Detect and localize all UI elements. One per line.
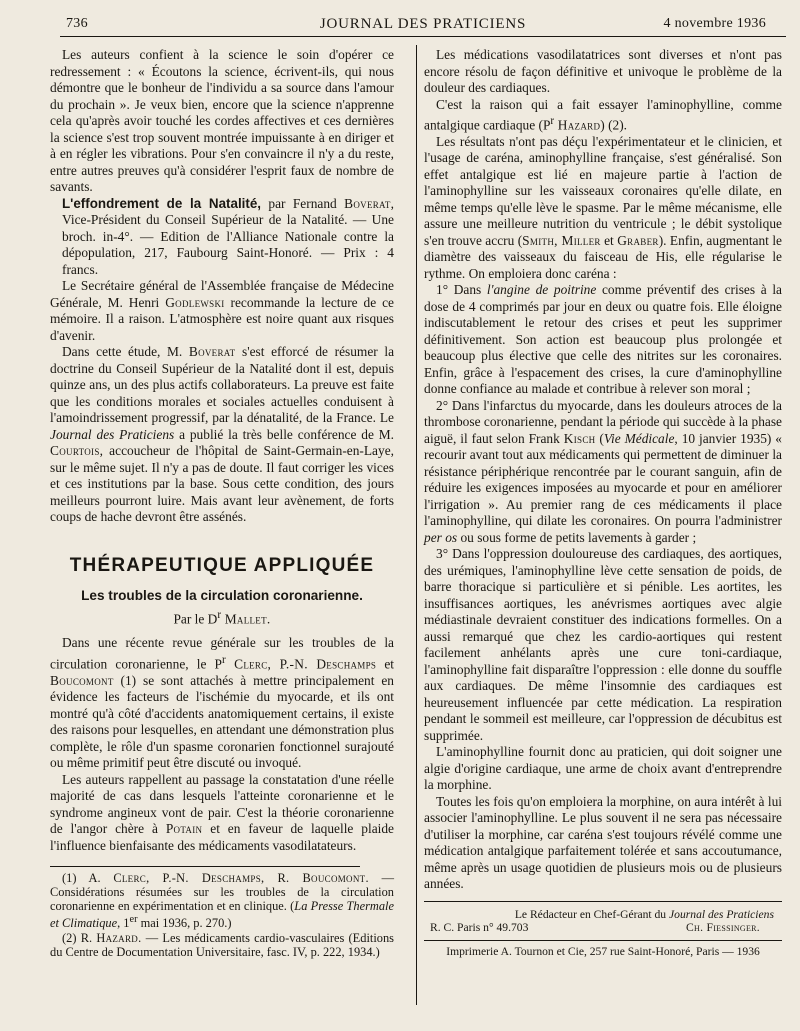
footnote-2: (2) R. Hazard. — Les médicaments cardio-vasculaires (Editions du Centre de Documentation Universitaire, fasc. IV, p. 222, 1934.) — [50, 930, 394, 959]
running-head — [60, 14, 786, 36]
book-title: L'effondrement de la Natalité, — [62, 195, 262, 211]
journal-title: JOURNAL DES PRATICIENS — [319, 16, 527, 32]
author-name: Boverat — [344, 195, 391, 211]
paragraph: C'est la raison qui a fait essayer l'aminophylline, comme antalgique cardiaque ($P^r$ Hazard) (2). — [424, 96, 782, 133]
imprint-rule — [424, 940, 782, 941]
footnote-rule — [50, 866, 360, 867]
paragraph: Dans une récente revue générale sur les troubles de la circulation coronarienne, le $P^r$ Clerc, P.-N. Deschamps et Boucomont (1) se sont attachés à mettre principalement en évidence les facteurs de l'ischémie du myocarde, et ils ont montré qu'à côté d'accidents anatomiquement certains, il existe des raisons pour lesquelles, en attendant une démonstration plus complète, le rôle d'un spasme coronarien fonctionnel surajouté ou même primitif peut être discuté ou invoqué. — [50, 635, 394, 771]
paragraph: Le Secrétaire général de l'Assemblée française de Médecine Générale, M. Henri Godlewski recommande la lecture de ce mémoire. Il a raison. L'atmosphère est noire quant aux risques d'avenir. — [50, 278, 394, 343]
paragraph: Les auteurs confient à la science le soin d'opérer ce redressement : « Écoutons la science, écrivent-ils, qui nous démontre que le bonheur de l'individu a sa source dans l'amour du prochain ». Je veux bien, encore que la science n'apprenne cela qu'après avoir touché les cordes affectives et ces dernières la science s'est trop souvent montrée impuissante à en diriger et à en régler les vibrations. Pour s'en convaincre il n'y a du reste, entre autres preuves qu'à considérer l'esprit faux de nombre de savants. — [50, 47, 394, 194]
right-column — [424, 47, 782, 958]
paragraph: Les auteurs rappellent au passage la constatation d'une réelle majorité de cas dans lesquels l'atteinte coronarienne et le syndrome angineux vont de pair. C'est la théorie coronarienne de l'angor chère à Potain et en faveur de laquelle plaide l'influence bienfaisante des médicaments vasodilatateurs. — [50, 771, 394, 853]
printer-line: Imprimerie A. Tournon et Cie, 257 rue Saint-Honoré, Paris — 1936 — [446, 944, 760, 958]
column-divider — [416, 45, 417, 1005]
page-number: 736 — [66, 16, 88, 31]
left-column — [50, 47, 394, 959]
imprint — [424, 901, 782, 958]
header-rule — [60, 36, 786, 37]
paragraph: Les résultats n'ont pas déçu l'expérimentateur et le clinicien, et l'usage de caréna, aminophylline française, s'est généralisé. Son effet antalgique est lié en majeure partie à l'action de l'aminophylline sur les vaisseaux coronaires qu'elle dilate, en même temps qu'elle lève le spasme. Par le même mécanisme, elle assure une meilleure nutrition du ventricule ; le débit systolique s'en trouve accru (Smith, Miller et Graber). Enfin, augmentant le diamètre des vaisseaux du faisceau de His, elle régularise le rythme. On emploiera donc caréna : — [424, 133, 782, 281]
editor-line: Le Rédacteur en Chef-Gérant du Journal des Praticiens — [514, 907, 774, 921]
paragraph: Dans cette étude, M. Boverat s'est efforcé de résumer la doctrine du Conseil Supérieur de la Natalité dont il est, depuis quinze ans, un des plus actifs collaborateurs. La preuve est faite que les conditions morales et sociales actuelles conduisent à l'amoindrissement progressif, par la dénatalité, de la France. Le Journal des Praticiens a publié la très belle conférence de M. Courtois, accoucheur de l'hôpital de Saint-Germain-en-Laye, sur le même sujet. Il n'y a pas de doute. Il faut corriger les vices et ces institutions par la base. Sous cette condition, des jours meilleurs pourront luire. Mais avant leur avènement, de forts coups de hache devront être assénés. — [50, 344, 395, 524]
byline: Par le $D^r$ Mallet. — [173, 608, 271, 626]
paragraph: Toutes les fois qu'on emploiera la morphine, on aura intérêt à lui associer l'aminophylline. Le plus souvent il ne sera pas nécessaire d'utiliser la morphine, car caréna s'est toujours révélé comme une médication antalgique parfaitement tolérée et sans accoutumance, même après un usage quotidien de plusieurs mois ou de plusieurs années. — [424, 793, 782, 892]
footnote-1: (1) A. Clerc, P.-N. Deschamps, R. Boucomont. — Considérations résumées sur les troubles de la circulation coronarienne en expérimentation et en clinique. (La Presse Thermale et Climatique, 1er mai 1936, p. 270.) — [50, 871, 394, 931]
paragraph: 1° Dans l'angine de poitrine comme préventif des crises à la dose de 4 comprimés par jour en deux ou quatre fois. Elle éloigne indiscutablement le retour des crises et peut les supprimer définitivement. Son action est beaucoup plus prolongée et beaucoup plus élective que celle des nitrites sur les coronaires. Enfin, grâce à l'espacement des crises, la cure d'aminophylline donne confiance au malade et contribue à relever son moral ; — [424, 282, 782, 397]
paragraph: 2° Dans l'infarctus du myocarde, dans les douleurs atroces de la thrombose coronarienne, pendant la période qui succède à la phase aiguë, il faut selon Frank Kisch (Vie Médicale, 10 janvier 1935) « recourir avant tout aux médicaments qui permettent de diminuer la résistance périphérique rencontrée par le courant sanguin, afin de réduire les exigences imposées au myocarde et pour en améliorer l'irrigation ». Au premier rang de ces médicaments il place l'aminophylline, qui dilate les coronaires. On pourra l'administrer per os ou sous forme de petits lavements à garder ; — [424, 397, 782, 545]
paragraph: L'aminophylline fournit donc au praticien, qui doit soigner une algie d'origine cardiaque, une arme de choix avant d'entreprendre la morphine. — [424, 744, 782, 793]
paragraph: 3° Dans l'oppression douloureuse des cardiaques, des aortiques, des urémiques, l'aminophylline lève cette sensation de poids, de barre thoracique si particulière et si pénible. Les aortites, les insuffisances aortiques, les anévrismes aortiques avec algie médiastinale devraient constituer des indications formelles. On a aussi remarqué que chez les cardio-aortiques qui restent facilement anhélants après une cure toni-cardiaque, l'aminophylline fait disparaître l'oppression : elle donne du souffle aux cardiaques. De même l'insomnie des cardiaques est heureusement influencée par cette médication. La respiration pendant le sommeil est meilleure, car l'oppression de décubitus est supprimée. — [424, 546, 782, 743]
article-title: Les troubles de la circulation coronarienne. — [81, 588, 363, 603]
book-notice: L'effondrement de la Natalité, par Fernand Boverat, Vice-Président du Conseil Supérieur de la Natalité. — Une broch. in-4°. — Edition de l'Alliance Nationale contre la dépopulation, 217, Faubourg Saint-Honoré. — Prix : 4 francs. — [62, 195, 394, 277]
registration-line: R. C. Paris n° 49.703 Ch. Fiessinger. — [430, 920, 760, 934]
section-title: THÉRAPEUTIQUE APPLIQUÉE — [69, 554, 375, 576]
issue-date: 4 novembre 1936 — [663, 16, 766, 31]
paragraph: Les médications vasodilatatrices sont diverses et n'ont pas encore résolu de façon définitive et univoque le problème de la douleur des cardiaques. — [424, 47, 782, 95]
